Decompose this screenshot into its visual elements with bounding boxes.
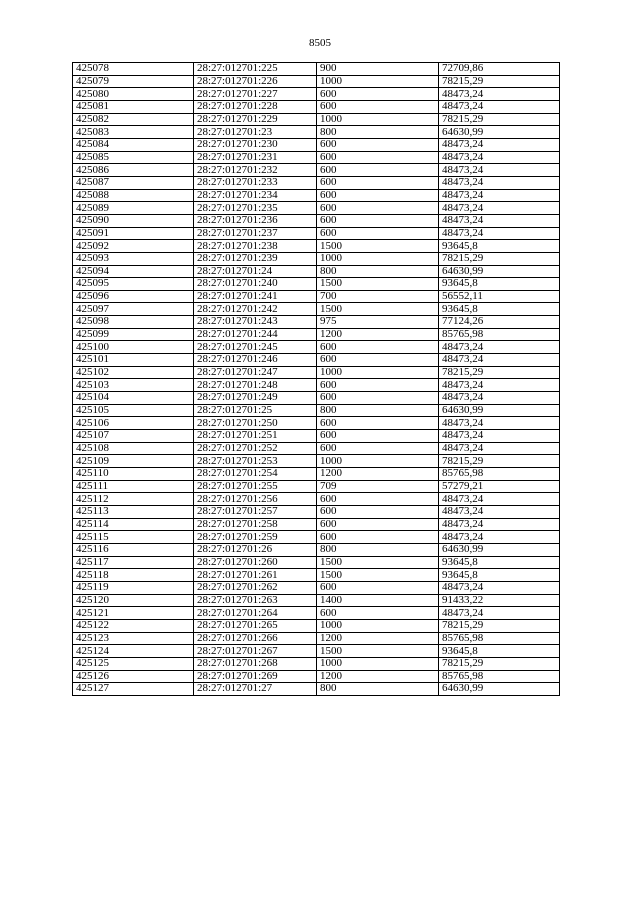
row-number-cell: 425080 xyxy=(73,88,194,101)
table-row xyxy=(73,556,560,569)
row-number-cell: 425110 xyxy=(73,468,194,481)
cadastral-number-cell: 28:27:012701:230 xyxy=(194,138,317,151)
cadastral-number-cell: 28:27:012701:234 xyxy=(194,189,317,202)
cadastral-number-cell: 28:27:012701:253 xyxy=(194,455,317,468)
area-cell: 1500 xyxy=(317,303,439,316)
table-row xyxy=(73,493,560,506)
cadastral-number-cell: 28:27:012701:265 xyxy=(194,619,317,632)
row-number-cell: 425097 xyxy=(73,303,194,316)
value-cell: 77124,26 xyxy=(439,316,560,329)
area-cell: 1000 xyxy=(317,366,439,379)
table-row xyxy=(73,379,560,392)
row-number-cell: 425112 xyxy=(73,493,194,506)
table-row xyxy=(73,202,560,215)
table-row xyxy=(73,657,560,670)
cadastral-number-cell: 28:27:012701:248 xyxy=(194,379,317,392)
table-row xyxy=(73,455,560,468)
table-row xyxy=(73,113,560,126)
cadastral-number-cell: 28:27:012701:23 xyxy=(194,126,317,139)
area-cell: 800 xyxy=(317,404,439,417)
row-number-cell: 425126 xyxy=(73,670,194,683)
area-cell: 600 xyxy=(317,138,439,151)
cadastral-number-cell: 28:27:012701:243 xyxy=(194,316,317,329)
table-row xyxy=(73,594,560,607)
area-cell: 800 xyxy=(317,126,439,139)
area-cell: 800 xyxy=(317,265,439,278)
table-row xyxy=(73,265,560,278)
table-row xyxy=(73,619,560,632)
table-body xyxy=(73,63,560,696)
row-number-cell: 425125 xyxy=(73,657,194,670)
area-cell: 1500 xyxy=(317,556,439,569)
area-cell: 600 xyxy=(317,493,439,506)
area-cell: 600 xyxy=(317,417,439,430)
cadastral-number-cell: 28:27:012701:246 xyxy=(194,354,317,367)
cadastral-number-cell: 28:27:012701:242 xyxy=(194,303,317,316)
area-cell: 1400 xyxy=(317,594,439,607)
value-cell: 48473,24 xyxy=(439,88,560,101)
value-cell: 78215,29 xyxy=(439,619,560,632)
cadastral-number-cell: 28:27:012701:267 xyxy=(194,645,317,658)
value-cell: 85765,98 xyxy=(439,670,560,683)
area-cell: 1000 xyxy=(317,455,439,468)
area-cell: 975 xyxy=(317,316,439,329)
cadastral-number-cell: 28:27:012701:268 xyxy=(194,657,317,670)
table-row xyxy=(73,366,560,379)
value-cell: 64630,99 xyxy=(439,404,560,417)
row-number-cell: 425083 xyxy=(73,126,194,139)
cadastral-number-cell: 28:27:012701:252 xyxy=(194,442,317,455)
table-row xyxy=(73,341,560,354)
area-cell: 1500 xyxy=(317,569,439,582)
table-row xyxy=(73,569,560,582)
value-cell: 78215,29 xyxy=(439,455,560,468)
value-cell: 64630,99 xyxy=(439,126,560,139)
area-cell: 1000 xyxy=(317,75,439,88)
table-row xyxy=(73,518,560,531)
area-cell: 600 xyxy=(317,164,439,177)
row-number-cell: 425092 xyxy=(73,240,194,253)
cadastral-number-cell: 28:27:012701:237 xyxy=(194,227,317,240)
value-cell: 93645,8 xyxy=(439,556,560,569)
value-cell: 48473,24 xyxy=(439,430,560,443)
value-cell: 48473,24 xyxy=(439,341,560,354)
area-cell: 1200 xyxy=(317,328,439,341)
area-cell: 600 xyxy=(317,100,439,113)
value-cell: 48473,24 xyxy=(439,531,560,544)
row-number-cell: 425082 xyxy=(73,113,194,126)
area-cell: 1500 xyxy=(317,240,439,253)
row-number-cell: 425114 xyxy=(73,518,194,531)
table-row xyxy=(73,100,560,113)
table-row xyxy=(73,189,560,202)
area-cell: 600 xyxy=(317,518,439,531)
cadastral-number-cell: 28:27:012701:227 xyxy=(194,88,317,101)
data-table xyxy=(72,62,560,696)
table-row xyxy=(73,531,560,544)
cadastral-number-cell: 28:27:012701:236 xyxy=(194,214,317,227)
area-cell: 600 xyxy=(317,581,439,594)
row-number-cell: 425117 xyxy=(73,556,194,569)
table-row xyxy=(73,227,560,240)
table-row xyxy=(73,392,560,405)
area-cell: 600 xyxy=(317,392,439,405)
cadastral-number-cell: 28:27:012701:254 xyxy=(194,468,317,481)
table-row xyxy=(73,417,560,430)
value-cell: 48473,24 xyxy=(439,138,560,151)
table-row xyxy=(73,645,560,658)
area-cell: 1500 xyxy=(317,645,439,658)
row-number-cell: 425123 xyxy=(73,632,194,645)
area-cell: 1200 xyxy=(317,468,439,481)
cadastral-number-cell: 28:27:012701:251 xyxy=(194,430,317,443)
table-row xyxy=(73,151,560,164)
row-number-cell: 425111 xyxy=(73,480,194,493)
cadastral-number-cell: 28:27:012701:27 xyxy=(194,683,317,696)
row-number-cell: 425103 xyxy=(73,379,194,392)
table-row xyxy=(73,316,560,329)
area-cell: 1500 xyxy=(317,278,439,291)
cadastral-number-cell: 28:27:012701:264 xyxy=(194,607,317,620)
area-cell: 600 xyxy=(317,189,439,202)
area-cell: 709 xyxy=(317,480,439,493)
row-number-cell: 425108 xyxy=(73,442,194,455)
area-cell: 600 xyxy=(317,214,439,227)
cadastral-number-cell: 28:27:012701:262 xyxy=(194,581,317,594)
row-number-cell: 425116 xyxy=(73,543,194,556)
table-row xyxy=(73,683,560,696)
value-cell: 78215,29 xyxy=(439,113,560,126)
table-row xyxy=(73,303,560,316)
area-cell: 600 xyxy=(317,88,439,101)
cadastral-number-cell: 28:27:012701:233 xyxy=(194,176,317,189)
area-cell: 600 xyxy=(317,151,439,164)
area-cell: 600 xyxy=(317,607,439,620)
table-row xyxy=(73,126,560,139)
table-row xyxy=(73,278,560,291)
cadastral-number-cell: 28:27:012701:238 xyxy=(194,240,317,253)
cadastral-number-cell: 28:27:012701:260 xyxy=(194,556,317,569)
value-cell: 48473,24 xyxy=(439,493,560,506)
value-cell: 91433,22 xyxy=(439,594,560,607)
row-number-cell: 425086 xyxy=(73,164,194,177)
table-row xyxy=(73,480,560,493)
area-cell: 1000 xyxy=(317,113,439,126)
cadastral-number-cell: 28:27:012701:258 xyxy=(194,518,317,531)
table-row xyxy=(73,670,560,683)
cadastral-number-cell: 28:27:012701:259 xyxy=(194,531,317,544)
value-cell: 78215,29 xyxy=(439,75,560,88)
value-cell: 48473,24 xyxy=(439,379,560,392)
value-cell: 48473,24 xyxy=(439,164,560,177)
cadastral-number-cell: 28:27:012701:263 xyxy=(194,594,317,607)
value-cell: 48473,24 xyxy=(439,518,560,531)
value-cell: 93645,8 xyxy=(439,303,560,316)
table-row xyxy=(73,468,560,481)
area-cell: 600 xyxy=(317,202,439,215)
table-row xyxy=(73,138,560,151)
table-row xyxy=(73,632,560,645)
cadastral-number-cell: 28:27:012701:244 xyxy=(194,328,317,341)
row-number-cell: 425115 xyxy=(73,531,194,544)
cadastral-number-cell: 28:27:012701:249 xyxy=(194,392,317,405)
value-cell: 48473,24 xyxy=(439,151,560,164)
area-cell: 600 xyxy=(317,442,439,455)
cadastral-number-cell: 28:27:012701:228 xyxy=(194,100,317,113)
value-cell: 64630,99 xyxy=(439,265,560,278)
value-cell: 48473,24 xyxy=(439,392,560,405)
table-row xyxy=(73,75,560,88)
cadastral-number-cell: 28:27:012701:245 xyxy=(194,341,317,354)
value-cell: 48473,24 xyxy=(439,202,560,215)
table-row xyxy=(73,63,560,76)
row-number-cell: 425089 xyxy=(73,202,194,215)
area-cell: 600 xyxy=(317,227,439,240)
value-cell: 93645,8 xyxy=(439,278,560,291)
area-cell: 600 xyxy=(317,505,439,518)
row-number-cell: 425107 xyxy=(73,430,194,443)
row-number-cell: 425079 xyxy=(73,75,194,88)
row-number-cell: 425081 xyxy=(73,100,194,113)
row-number-cell: 425106 xyxy=(73,417,194,430)
value-cell: 85765,98 xyxy=(439,632,560,645)
cadastral-number-cell: 28:27:012701:250 xyxy=(194,417,317,430)
cadastral-number-cell: 28:27:012701:231 xyxy=(194,151,317,164)
cadastral-number-cell: 28:27:012701:24 xyxy=(194,265,317,278)
table-row xyxy=(73,430,560,443)
value-cell: 48473,24 xyxy=(439,354,560,367)
row-number-cell: 425088 xyxy=(73,189,194,202)
table-row xyxy=(73,354,560,367)
row-number-cell: 425098 xyxy=(73,316,194,329)
area-cell: 1000 xyxy=(317,619,439,632)
cadastral-number-cell: 28:27:012701:241 xyxy=(194,290,317,303)
cadastral-number-cell: 28:27:012701:232 xyxy=(194,164,317,177)
table-row xyxy=(73,214,560,227)
value-cell: 48473,24 xyxy=(439,505,560,518)
value-cell: 85765,98 xyxy=(439,328,560,341)
area-cell: 1200 xyxy=(317,632,439,645)
row-number-cell: 425102 xyxy=(73,366,194,379)
area-cell: 600 xyxy=(317,531,439,544)
row-number-cell: 425095 xyxy=(73,278,194,291)
value-cell: 48473,24 xyxy=(439,176,560,189)
area-cell: 1000 xyxy=(317,252,439,265)
page-number: 8505 xyxy=(309,37,331,49)
value-cell: 72709,86 xyxy=(439,63,560,76)
cadastral-number-cell: 28:27:012701:266 xyxy=(194,632,317,645)
row-number-cell: 425101 xyxy=(73,354,194,367)
row-number-cell: 425096 xyxy=(73,290,194,303)
area-cell: 600 xyxy=(317,379,439,392)
row-number-cell: 425099 xyxy=(73,328,194,341)
area-cell: 600 xyxy=(317,354,439,367)
area-cell: 1200 xyxy=(317,670,439,683)
cadastral-number-cell: 28:27:012701:255 xyxy=(194,480,317,493)
cadastral-number-cell: 28:27:012701:26 xyxy=(194,543,317,556)
value-cell: 48473,24 xyxy=(439,607,560,620)
row-number-cell: 425093 xyxy=(73,252,194,265)
row-number-cell: 425119 xyxy=(73,581,194,594)
value-cell: 56552,11 xyxy=(439,290,560,303)
row-number-cell: 425087 xyxy=(73,176,194,189)
value-cell: 57279,21 xyxy=(439,480,560,493)
value-cell: 93645,8 xyxy=(439,569,560,582)
table-row xyxy=(73,505,560,518)
table-row xyxy=(73,581,560,594)
table-row xyxy=(73,404,560,417)
value-cell: 93645,8 xyxy=(439,645,560,658)
row-number-cell: 425113 xyxy=(73,505,194,518)
cadastral-number-cell: 28:27:012701:225 xyxy=(194,63,317,76)
cadastral-number-cell: 28:27:012701:229 xyxy=(194,113,317,126)
cadastral-number-cell: 28:27:012701:239 xyxy=(194,252,317,265)
area-cell: 600 xyxy=(317,341,439,354)
cadastral-number-cell: 28:27:012701:226 xyxy=(194,75,317,88)
cadastral-number-cell: 28:27:012701:257 xyxy=(194,505,317,518)
value-cell: 48473,24 xyxy=(439,442,560,455)
area-cell: 1000 xyxy=(317,657,439,670)
value-cell: 64630,99 xyxy=(439,543,560,556)
row-number-cell: 425091 xyxy=(73,227,194,240)
row-number-cell: 425100 xyxy=(73,341,194,354)
row-number-cell: 425122 xyxy=(73,619,194,632)
row-number-cell: 425094 xyxy=(73,265,194,278)
row-number-cell: 425127 xyxy=(73,683,194,696)
row-number-cell: 425084 xyxy=(73,138,194,151)
row-number-cell: 425105 xyxy=(73,404,194,417)
value-cell: 85765,98 xyxy=(439,468,560,481)
table-row xyxy=(73,164,560,177)
row-number-cell: 425078 xyxy=(73,63,194,76)
area-cell: 600 xyxy=(317,430,439,443)
value-cell: 78215,29 xyxy=(439,657,560,670)
area-cell: 800 xyxy=(317,683,439,696)
table-row xyxy=(73,328,560,341)
row-number-cell: 425085 xyxy=(73,151,194,164)
table-row xyxy=(73,252,560,265)
table-row xyxy=(73,290,560,303)
row-number-cell: 425109 xyxy=(73,455,194,468)
row-number-cell: 425118 xyxy=(73,569,194,582)
cadastral-number-cell: 28:27:012701:269 xyxy=(194,670,317,683)
area-cell: 800 xyxy=(317,543,439,556)
value-cell: 48473,24 xyxy=(439,100,560,113)
area-cell: 700 xyxy=(317,290,439,303)
row-number-cell: 425124 xyxy=(73,645,194,658)
table-row xyxy=(73,442,560,455)
table-row xyxy=(73,543,560,556)
value-cell: 48473,24 xyxy=(439,227,560,240)
cadastral-number-cell: 28:27:012701:235 xyxy=(194,202,317,215)
row-number-cell: 425104 xyxy=(73,392,194,405)
value-cell: 64630,99 xyxy=(439,683,560,696)
value-cell: 48473,24 xyxy=(439,581,560,594)
area-cell: 600 xyxy=(317,176,439,189)
value-cell: 93645,8 xyxy=(439,240,560,253)
cadastral-number-cell: 28:27:012701:240 xyxy=(194,278,317,291)
cadastral-number-cell: 28:27:012701:247 xyxy=(194,366,317,379)
area-cell: 900 xyxy=(317,63,439,76)
cadastral-number-cell: 28:27:012701:256 xyxy=(194,493,317,506)
table-row xyxy=(73,240,560,253)
row-number-cell: 425121 xyxy=(73,607,194,620)
value-cell: 48473,24 xyxy=(439,214,560,227)
value-cell: 78215,29 xyxy=(439,252,560,265)
value-cell: 48473,24 xyxy=(439,189,560,202)
table-row xyxy=(73,607,560,620)
cadastral-number-cell: 28:27:012701:25 xyxy=(194,404,317,417)
value-cell: 78215,29 xyxy=(439,366,560,379)
table-row xyxy=(73,88,560,101)
cadastral-number-cell: 28:27:012701:261 xyxy=(194,569,317,582)
row-number-cell: 425120 xyxy=(73,594,194,607)
table-row xyxy=(73,176,560,189)
row-number-cell: 425090 xyxy=(73,214,194,227)
value-cell: 48473,24 xyxy=(439,417,560,430)
